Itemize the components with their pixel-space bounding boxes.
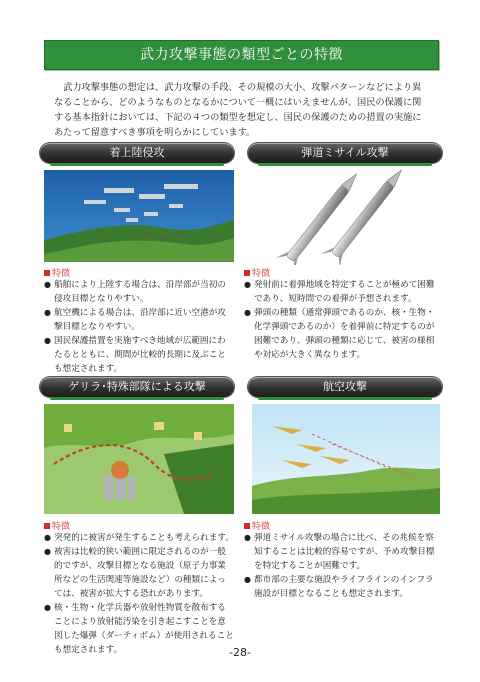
list-item: ● 弾頭の種類（通常弾頭であるのか、核・生物・化学弾頭であるのか）を着弾前に特定するのが困難であり、弾頭の種類に応じて、被害の様相や対応が大きく異なります。 bbox=[244, 306, 436, 362]
list-item: ● 核・生物・化学兵器や放射性物質を散布することにより放射能汚染を引き起こすことを意図した爆弾（ダーティボム）が使用されることも想定されます。 bbox=[44, 601, 234, 657]
feature-label: 特徴 bbox=[244, 266, 270, 279]
section-heading-ballistic-missile: 弾道ミサイル攻撃 bbox=[248, 143, 442, 163]
page-number: -28- bbox=[229, 646, 251, 659]
list-item: ● 航空機による場合は、沿岸部に近い空港が攻撃目標となりやすい。 bbox=[44, 306, 234, 334]
air-attack-bullets bbox=[244, 531, 436, 601]
list-item: ● 弾道ミサイル攻撃の場合に比べ、その兆候を察知することは比較的容易ですが、予め攻撃目標を特定することが困難です。 bbox=[244, 531, 436, 573]
list-item: ● 発射前に着弾地域を特定することが極めて困難であり、短時間での着弾が予想されます。 bbox=[244, 278, 436, 306]
list-item: ● 船舶により上陸する場合は、沿岸部が当初の侵攻目標となりやすい。 bbox=[44, 278, 234, 306]
intro-paragraph: 武力攻撃事態の想定は、武力攻撃の手段、その規模の大小、攻撃パターンなどにより異なることから、どのようなものとなるかについて一概にはいえませんが、国民の保護に関する基本指針においては、下記の４つの類型を想定し、国民の保護のための措置の実施にあたって留意すべき事項を明らかにしています。 bbox=[54, 82, 422, 138]
air-attack-illustration bbox=[252, 404, 440, 514]
landing-invasion-illustration bbox=[44, 170, 234, 262]
feature-label: 特徴 bbox=[244, 519, 270, 532]
missile-illustration bbox=[250, 165, 440, 265]
list-item: ● 被害は比較的狭い範囲に限定されるのが一般的ですが、攻撃目標となる施設（原子力事業所などの生活関連等施設など）の種類によっては、被害が拡大する恐れがあります。 bbox=[44, 545, 234, 601]
landing-invasion-bullets bbox=[44, 278, 234, 376]
section-heading-guerrilla: ゲリラ･特殊部隊による攻撃 bbox=[40, 377, 234, 397]
list-item: ● 国民保護措置を実施すべき地域が広範囲にわたるとともに、期間が比較的長期に及ぶことも想定されます。 bbox=[44, 334, 234, 376]
section-heading-landing-invasion: 着上陸侵攻 bbox=[40, 143, 234, 163]
feature-label: 特徴 bbox=[44, 266, 70, 279]
ballistic-missile-bullets bbox=[244, 278, 436, 362]
guerrilla-illustration bbox=[44, 404, 234, 514]
page-title: 武力攻撃事態の類型ごとの特徴 bbox=[44, 40, 439, 70]
list-item: ● 突発的に被害が発生することも考えられます。 bbox=[44, 531, 234, 545]
feature-label: 特徴 bbox=[44, 519, 70, 532]
section-heading-air-attack: 航空攻撃 bbox=[248, 377, 442, 397]
guerrilla-bullets bbox=[44, 531, 234, 657]
list-item: ● 都市部の主要な施設やライフラインのインフラ施設が目標となることも想定されます。 bbox=[244, 573, 436, 601]
